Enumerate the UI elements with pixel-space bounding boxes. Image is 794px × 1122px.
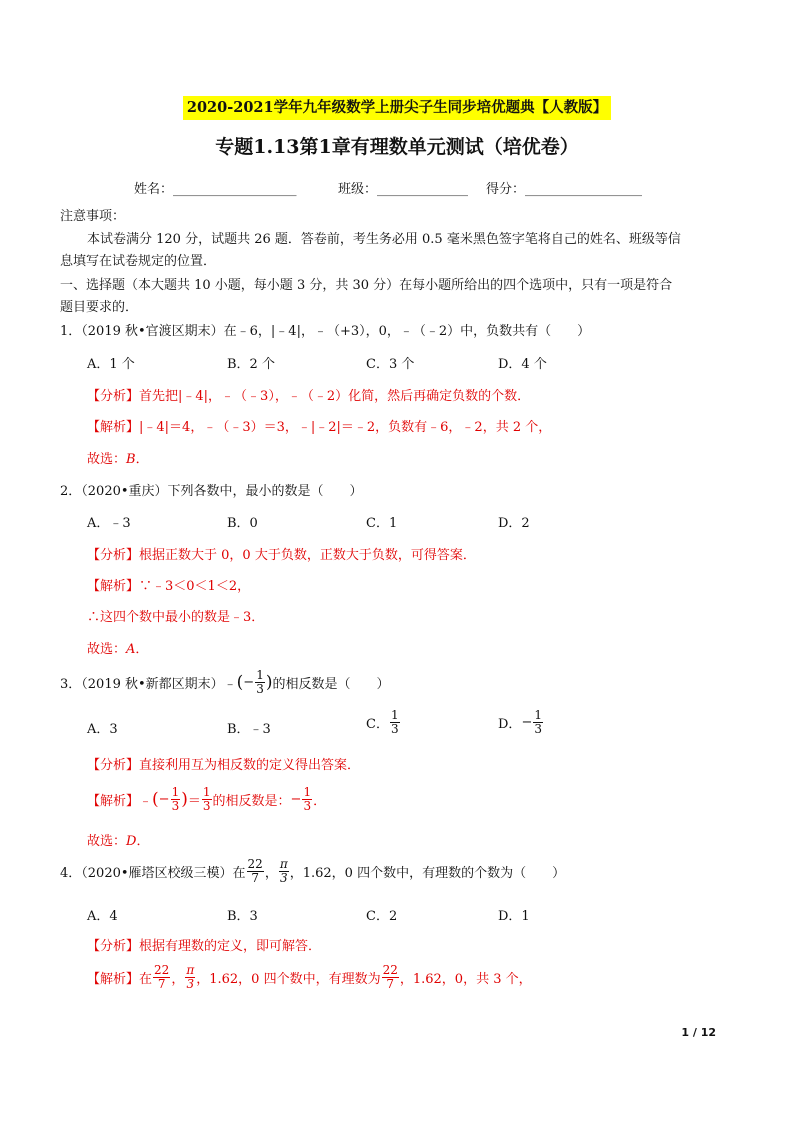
q2-analysis-text: 根据正数大于 0，0 大于负数，正数大于负数，可得答案． [139, 548, 476, 563]
q4-option-d[interactable]: D．1 [498, 909, 530, 924]
q4-sol-start: 在 [139, 972, 153, 987]
q3-stem [60, 669, 390, 696]
q3-stem-end: 的相反数是（ ） [272, 677, 390, 692]
q2-solution [87, 575, 250, 594]
solution-tag: 【解析】 [87, 794, 140, 809]
fraction-22-over-7: $\frac{22}{7}$ [247, 857, 263, 885]
comma: ， [171, 972, 185, 987]
close-paren: ) [265, 672, 273, 693]
fraction-one-third: $\frac{1}{3}$ [202, 785, 211, 813]
q2-answer-letter: A [126, 642, 136, 657]
q1-option-a[interactable]: A．1 个 [87, 357, 135, 372]
q1-stem: 1．（2019 秋•官渡区期末）在﹣6，|﹣4|，﹣（+3），0，﹣（﹣2）中，负数共有（ ） [60, 324, 591, 339]
q2-solution-line-2: ∴这四个数中最小的数是﹣3． [87, 610, 265, 625]
q1-solution-text: |﹣4|＝4，﹣（﹣3）＝3，﹣|﹣2|＝﹣2，负数有﹣6，﹣2，共 2 个， [139, 420, 552, 435]
minus-sign: − [290, 792, 302, 807]
q3-solution [87, 786, 326, 813]
analysis-tag: 【分析】 [87, 758, 140, 773]
q4-stem-start: 4．（2020•雁塔区校级三模）在 [60, 866, 246, 881]
q4-stem [60, 858, 565, 885]
minus-sign: − [243, 675, 255, 690]
q1-option-c[interactable]: C．3 个 [366, 357, 415, 372]
q1-answer [87, 448, 149, 467]
q2-option-a[interactable]: A．﹣3 [87, 516, 131, 531]
q3-option-d[interactable] [498, 709, 544, 736]
comma: ， [264, 866, 278, 881]
q3-option-c-label: C． [366, 717, 389, 732]
q2-stem: 2．（2020•重庆）下列各数中，最小的数是（ ） [60, 484, 363, 499]
notice-line-1: 本试卷满分 120 分，试题共 26 题．答卷前，考生务必用 0.5 毫米黑色签字笔将自己的姓名、班级等信 [87, 232, 681, 247]
section-heading-line-2: 题目要求的． [60, 300, 139, 315]
answer-suffix: ． [136, 834, 150, 849]
close-paren: ) [181, 789, 188, 810]
header-banner-wrap [0, 96, 794, 120]
answer-suffix: ． [135, 642, 149, 657]
q2-option-c[interactable]: C．1 [366, 516, 398, 531]
class-field[interactable] [338, 178, 468, 197]
q4-option-c[interactable]: C．2 [366, 909, 398, 924]
q3-stem-start: 3．（2019 秋•新都区期末）﹣ [60, 677, 237, 692]
fraction-one-third: $\frac{1}{3}$ [534, 708, 542, 736]
q3-answer [87, 830, 149, 849]
open-paren: ( [236, 672, 244, 693]
minus-sign: − [158, 792, 170, 807]
q4-solution [87, 964, 532, 991]
q4-analysis-text: 根据有理数的定义，即可解答． [139, 939, 322, 954]
q3-analysis-text: 直接利用互为相反数的定义得出答案． [139, 758, 361, 773]
score-label: 得分： [486, 182, 526, 197]
fraction-one-third: $\frac{1}{3}$ [256, 668, 264, 696]
q4-stem-end: ，1.62，0 四个数中，有理数的个数为（ ） [289, 866, 566, 881]
q3-option-c[interactable] [366, 709, 401, 736]
q2-solution-text: ∵﹣3＜0＜1＜2， [139, 579, 251, 594]
solution-tag: 【解析】 [87, 972, 140, 987]
score-blank[interactable]: __________________ [525, 182, 643, 197]
q1-solution [87, 416, 551, 435]
fraction-22-over-7: $\frac{22}{7}$ [154, 963, 170, 991]
section-heading-line-1: 一、选择题（本大题共 10 小题，每小题 3 分，共 30 分）在每小题所给出的四个选项中，只有一项是符合 [60, 278, 673, 293]
class-label: 班级： [338, 182, 378, 197]
fraction-one-third: $\frac{1}{3}$ [390, 708, 399, 736]
page-title: 专题1.13第1章有理数单元测试（培优卷） [215, 136, 579, 158]
notice-heading: 注意事项： [60, 209, 126, 224]
q1-analysis-text: 首先把|﹣4|，﹣（﹣3），﹣（﹣2）化简，然后再确定负数的个数． [139, 389, 531, 404]
answer-prefix: 故选： [87, 642, 127, 657]
analysis-tag: 【分析】 [87, 548, 140, 563]
q3-option-b[interactable]: B．﹣3 [227, 722, 271, 737]
notice-line-2: 息填写在试卷规定的位置． [60, 254, 217, 269]
q3-option-a[interactable]: A．3 [87, 722, 118, 737]
q4-option-b[interactable]: B．3 [227, 909, 258, 924]
q1-option-d[interactable]: D．4 个 [498, 357, 547, 372]
solution-tag: 【解析】 [87, 420, 140, 435]
name-blank[interactable]: ___________________ [173, 182, 297, 197]
fraction-one-third: $\frac{1}{3}$ [171, 785, 180, 813]
name-label: 姓名： [134, 182, 174, 197]
score-field[interactable] [486, 178, 642, 197]
q3-sol-start: ﹣ [139, 794, 153, 809]
q3-answer-letter: D [126, 834, 137, 849]
open-paren: ( [152, 789, 159, 810]
q1-answer-letter: B [126, 452, 136, 467]
minus-sign: − [521, 715, 533, 730]
q2-option-d[interactable]: D．2 [498, 516, 530, 531]
answer-prefix: 故选： [87, 834, 127, 849]
q3-analysis [87, 754, 360, 773]
q4-sol-end: ，1.62，0，共 3 个， [399, 972, 532, 987]
q1-option-b[interactable]: B．2 个 [227, 357, 275, 372]
q1-analysis [87, 385, 530, 404]
fraction-one-third: $\frac{1}{3}$ [303, 785, 312, 813]
q3-option-d-label: D． [498, 717, 522, 732]
q2-option-b[interactable]: B．0 [227, 516, 258, 531]
analysis-tag: 【分析】 [87, 939, 140, 954]
equals-sign: ＝ [187, 794, 201, 809]
name-field[interactable] [134, 178, 297, 197]
analysis-tag: 【分析】 [87, 389, 140, 404]
fraction-22-over-7: $\frac{22}{7}$ [382, 963, 398, 991]
q2-analysis [87, 544, 476, 563]
q3-sol-middle: 的相反数是： [212, 794, 291, 809]
answer-suffix: ． [135, 452, 149, 467]
q2-answer [87, 638, 148, 657]
fraction-pi-over-3: $\frac{\pi}{3}$ [186, 963, 195, 991]
fraction-pi-over-3: $\frac{\pi}{3}$ [279, 857, 288, 885]
solution-tag: 【解析】 [87, 579, 140, 594]
q3-sol-end: ． [313, 794, 327, 809]
header-banner: 2020-2021学年九年级数学上册尖子生同步培优题典【人教版】 [183, 96, 611, 120]
q4-analysis [87, 935, 321, 954]
class-blank[interactable]: ______________ [377, 182, 469, 197]
page-number: 1 / 12 [681, 1026, 716, 1039]
q4-option-a[interactable]: A．4 [87, 909, 118, 924]
answer-prefix: 故选： [87, 452, 127, 467]
q4-sol-middle: ，1.62，0 四个数中，有理数为 [196, 972, 381, 987]
